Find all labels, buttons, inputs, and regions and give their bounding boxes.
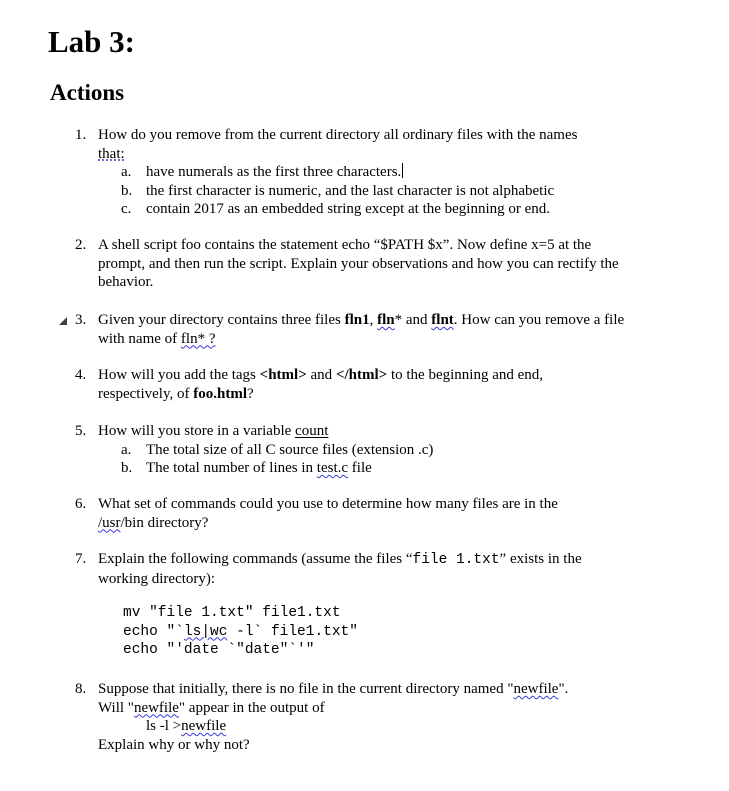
filename-file-1-txt: file 1.txt [412, 552, 500, 568]
question-2 [75, 236, 620, 292]
section-heading: Actions [50, 80, 125, 105]
text-segment: How will you add the tags [98, 367, 260, 383]
question-text: How do you remove from the current directory all ordinary files with the names [98, 127, 578, 143]
question-text [98, 422, 635, 441]
question-5 [75, 422, 635, 478]
code-line-3: echo "'date `"date"`'" [123, 642, 315, 658]
variable-name: count [295, 423, 329, 439]
question-3 [75, 311, 635, 348]
text-segment: ” exists in the working directory): [98, 551, 582, 587]
sub-letter: a. [121, 164, 132, 180]
sub-item-c [121, 200, 635, 219]
html-close-tag: </html> [335, 367, 388, 383]
question-number: 3. [75, 312, 87, 328]
command-line [146, 718, 226, 734]
question-1 [75, 126, 635, 219]
sub-item-b [121, 459, 635, 478]
question-number: 4. [75, 367, 87, 383]
command-text: ls -l > [146, 718, 182, 734]
text-segment: , [369, 312, 378, 328]
sub-letter: b. [121, 460, 133, 476]
filename-fln1: fln1 [344, 312, 370, 328]
code-segment-ls-wc: ls|wc [183, 623, 228, 640]
filename-flnt: flnt [431, 312, 454, 328]
code-segment: echo "` [123, 623, 184, 640]
sub-letter: a. [121, 441, 132, 458]
text-segment: " appear in the output of [178, 699, 325, 716]
sub-text: The total number of lines in [146, 460, 317, 476]
text-segment: ? [247, 385, 254, 402]
text-segment: What set of commands could you use to determine how many files are in the [98, 496, 558, 512]
text-segment: and [402, 312, 432, 328]
sub-letter: c. [121, 201, 132, 217]
text-segment: . How can you remove a file with name of [98, 312, 625, 347]
filename-newfile: newfile [181, 718, 227, 734]
code-line-1: mv "file 1.txt" file1.txt [123, 605, 341, 621]
text-segment: How will you store in a variable [98, 423, 296, 439]
question-number: 6. [75, 496, 87, 512]
text-cursor [402, 163, 403, 178]
text-segment: to the beginning and end, respectively, of [98, 367, 544, 402]
question-number: 5. [75, 423, 87, 439]
sub-letter: b. [121, 182, 133, 199]
sub-text: have numerals as the first three characters. [146, 164, 402, 180]
path-usr: /usr [98, 514, 121, 531]
question-number: 1. [75, 127, 87, 143]
question-text [98, 550, 620, 588]
question-number: 2. [75, 237, 87, 253]
sub-text: file [348, 460, 372, 476]
question-text-cont: that: [98, 145, 125, 162]
collapse-triangle-icon[interactable] [59, 317, 67, 327]
sub-text: the first character is numeric, and the last character is not alphabetic [146, 182, 555, 199]
sub-item-a [121, 163, 635, 182]
filename-fln: fln [377, 312, 395, 328]
filename-test-c: test.c [316, 460, 349, 476]
page-title: Lab 3: [48, 24, 135, 59]
sub-text: contain 2017 as an embedded string except at the beginning or end. [146, 201, 551, 217]
text-segment: * [394, 312, 403, 328]
filename-newfile: newfile [513, 681, 559, 697]
sub-item-b [121, 182, 635, 201]
question-4 [75, 366, 620, 403]
code-line-2 [123, 624, 358, 640]
text-segment: Explain the following commands (assume the files “ [98, 551, 413, 567]
sub-item-a [121, 441, 635, 460]
filename-fln-star: fln* ? [180, 330, 216, 347]
question-number: 8. [75, 681, 87, 697]
question-8 [75, 680, 620, 754]
text-segment: and [306, 367, 336, 383]
code-block [123, 604, 620, 660]
html-open-tag: <html> [259, 367, 307, 383]
text-segment: Suppose that initially, there is no file in the current directory named " [98, 681, 514, 697]
question-7 [75, 550, 620, 660]
question-text [98, 311, 635, 348]
sub-text: The total size of all C source files (extension .c) [146, 441, 434, 458]
text-segment: ". [558, 681, 569, 697]
text-segment: Given your directory contains three files [98, 312, 345, 328]
question-text [98, 680, 620, 754]
question-text: A shell script foo contains the statement echo “$PATH $x”. Now define x=5 at the prompt, and then run the script. Explain your observations and how you can rectify the behavior. [98, 237, 619, 290]
question-6 [75, 495, 605, 532]
text-segment: Explain why or why not? [98, 736, 250, 753]
code-segment: -l` file1.txt" [227, 623, 358, 640]
filename-newfile: newfile [133, 699, 179, 716]
question-text [98, 366, 620, 403]
question-text [98, 495, 605, 532]
question-number: 7. [75, 551, 87, 567]
text-segment: /bin directory? [120, 514, 209, 531]
filename-foo-html: foo.html [193, 385, 247, 402]
text-segment: Will " [98, 699, 134, 716]
